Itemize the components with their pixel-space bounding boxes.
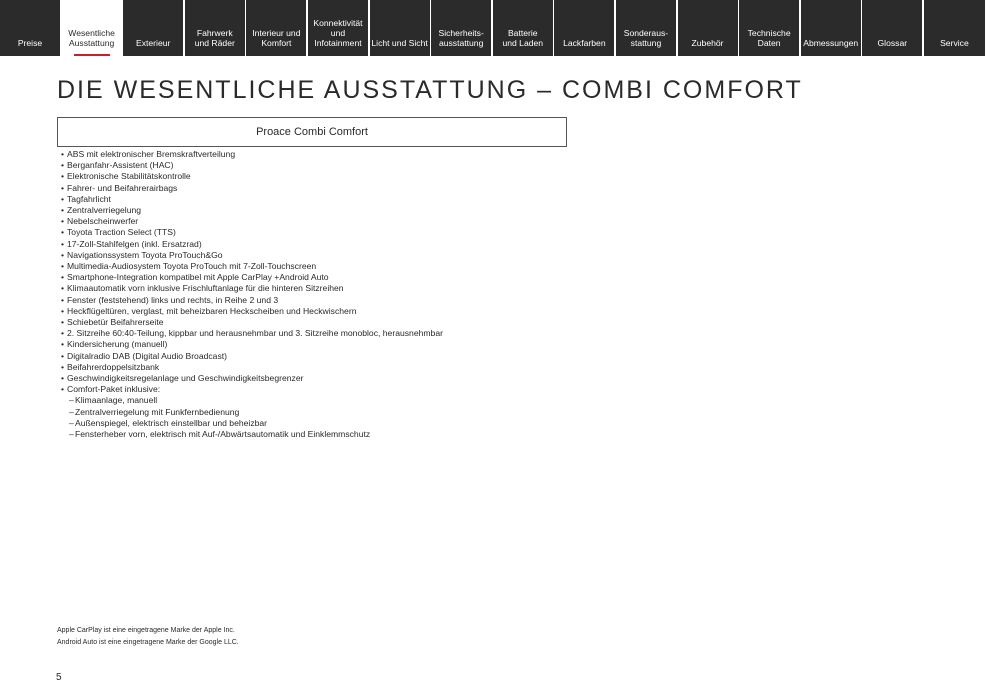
feature-item [61, 261, 621, 272]
bullet: • [61, 171, 65, 182]
feature-item [61, 239, 621, 250]
bullet: • [61, 373, 65, 384]
item-text: Kindersicherung (manuell) [67, 339, 168, 350]
item-text: Fenster (feststehend) links und rechts, in Reihe 2 und 3 [67, 294, 279, 305]
tab-abmessungen[interactable]: Abmessungen [801, 0, 861, 56]
tab-batterie-und-laden[interactable]: Batterie und Laden [493, 0, 553, 56]
bullet: • [61, 249, 65, 260]
tab-exterieur[interactable]: Exterieur [123, 0, 183, 56]
chapter-tab-bar [0, 0, 990, 56]
bullet: • [61, 305, 65, 316]
item-text: Multimedia-Audiosystem Toyota ProTouch mit 7-Zoll-Touchscreen [67, 261, 317, 272]
feature-item [61, 384, 621, 395]
bullet: • [61, 216, 65, 227]
tab-interieur-und-komfort[interactable]: Interieur und Komfort [246, 0, 306, 56]
comfort-package-item [61, 407, 621, 418]
bullet: • [61, 384, 65, 395]
item-text: Fensterheber vorn, elektrisch mit Auf-/Abwärtsautomatik und Einklemmschutz [75, 429, 371, 440]
item-text: Schiebetür Beifahrerseite [67, 317, 164, 328]
bullet: • [61, 205, 65, 216]
item-text: Zentralverriegelung mit Funkfernbedienung [75, 406, 240, 417]
bullet: • [61, 350, 65, 361]
item-text: Digitalradio DAB (Digital Audio Broadcast) [67, 350, 228, 361]
item-text: Außenspiegel, elektrisch einstellbar und beheizbar [75, 417, 268, 428]
feature-item [61, 283, 621, 294]
model-name: Proace Combi Comfort [256, 126, 368, 138]
bullet: • [61, 149, 65, 159]
dash-bullet: – [69, 417, 74, 428]
bullet: • [61, 361, 65, 372]
bullet: • [61, 160, 65, 171]
item-text: Klimaautomatik vorn inklusive Frischluftanlage für die hinteren Sitzreihen [67, 283, 344, 294]
feature-item [61, 317, 621, 328]
feature-item [61, 160, 621, 171]
feature-item [61, 373, 621, 384]
feature-item [61, 351, 621, 362]
item-text: Navigationssystem Toyota ProTouch&Go [67, 249, 223, 260]
tab-glossar[interactable]: Glossar [862, 0, 922, 56]
item-text: Tagfahrlicht [67, 193, 111, 204]
item-text: Heckflügeltüren, verglast, mit beheizbaren Heckscheiben und Heckwischern [67, 305, 357, 316]
comfort-package-item [61, 395, 621, 406]
feature-item [61, 295, 621, 306]
page-number: 5 [56, 672, 62, 683]
tab-licht-und-sicht[interactable]: Licht und Sicht [370, 0, 430, 56]
footnotes [57, 625, 239, 648]
feature-item [61, 328, 621, 339]
dash-bullet: – [69, 429, 74, 440]
tab-konnektivität-und-infotainment[interactable]: Konnektivität und Infotainment [308, 0, 368, 56]
comfort-package-item [61, 418, 621, 429]
tab-wesentliche-ausstattung[interactable]: Wesentliche Ausstattung [62, 0, 122, 56]
item-text: Nebelscheinwerfer [67, 216, 139, 227]
feature-item [61, 171, 621, 182]
item-text: Smartphone-Integration kompatibel mit Apple CarPlay +Android Auto [67, 272, 329, 283]
tab-zubehör[interactable]: Zubehör [678, 0, 738, 56]
item-text: Fahrer- und Beifahrerairbags [67, 182, 178, 193]
feature-list [61, 149, 621, 440]
item-text: 2. Sitzreihe 60:40-Teilung, kippbar und herausnehmbar und 3. Sitzreihe monobloc, herausnehmbar [67, 328, 443, 339]
bullet: • [61, 339, 65, 350]
footnote-apple: Apple CarPlay ist eine eingetragene Marke der Apple Inc. [57, 627, 235, 634]
item-text: Geschwindigkeitsregelanlage und Geschwindigkeitsbegrenzer [67, 373, 304, 384]
feature-item [61, 216, 621, 227]
bullet: • [61, 193, 65, 204]
tab-sicherheits-ausstattung[interactable]: Sicherheits- ausstattung [431, 0, 491, 56]
page-title: DIE WESENTLICHE AUSSTATTUNG – COMBI COMFORT [57, 76, 803, 104]
feature-item [61, 339, 621, 350]
item-text: Zentralverriegelung [67, 205, 142, 216]
bullet: • [61, 328, 65, 339]
feature-item [61, 194, 621, 205]
feature-item [61, 205, 621, 216]
model-name-box [57, 117, 567, 147]
comfort-package-item [61, 429, 621, 440]
feature-item [61, 183, 621, 194]
bullet: • [61, 294, 65, 305]
feature-item [61, 149, 621, 160]
item-text: Toyota Traction Select (TTS) [67, 227, 176, 238]
dash-bullet: – [69, 395, 74, 406]
dash-bullet: – [69, 406, 74, 417]
bullet: • [61, 272, 65, 283]
tab-fahrwerk-und-räder[interactable]: Fahrwerk und Räder [185, 0, 245, 56]
bullet: • [61, 283, 65, 294]
bullet: • [61, 238, 65, 249]
item-text: Beifahrerdoppelsitzbank [67, 361, 160, 372]
item-text: Comfort-Paket inklusive: [67, 384, 161, 395]
bullet: • [61, 227, 65, 238]
feature-item [61, 306, 621, 317]
bullet: • [61, 261, 65, 272]
feature-item [61, 250, 621, 261]
tab-lackfarben[interactable]: Lackfarben [554, 0, 614, 56]
tab-service[interactable]: Service [924, 0, 985, 56]
bullet: • [61, 182, 65, 193]
item-text: Berganfahr-Assistent (HAC) [67, 160, 174, 171]
tab-preise[interactable]: Preise [0, 0, 60, 56]
item-text: ABS mit elektronischer Bremskraftverteilung [67, 149, 236, 159]
feature-item [61, 272, 621, 283]
bullet: • [61, 317, 65, 328]
feature-item [61, 227, 621, 238]
item-text: 17-Zoll-Stahlfelgen (inkl. Ersatzrad) [67, 238, 202, 249]
tab-sonderaus-stattung[interactable]: Sonderaus- stattung [616, 0, 676, 56]
footnote-android: Android Auto ist eine eingetragene Marke der Google LLC. [57, 638, 239, 646]
feature-item [61, 362, 621, 373]
item-text: Elektronische Stabilitätskontrolle [67, 171, 191, 182]
tab-technische-daten[interactable]: Technische Daten [739, 0, 799, 56]
item-text: Klimaanlage, manuell [75, 395, 158, 406]
